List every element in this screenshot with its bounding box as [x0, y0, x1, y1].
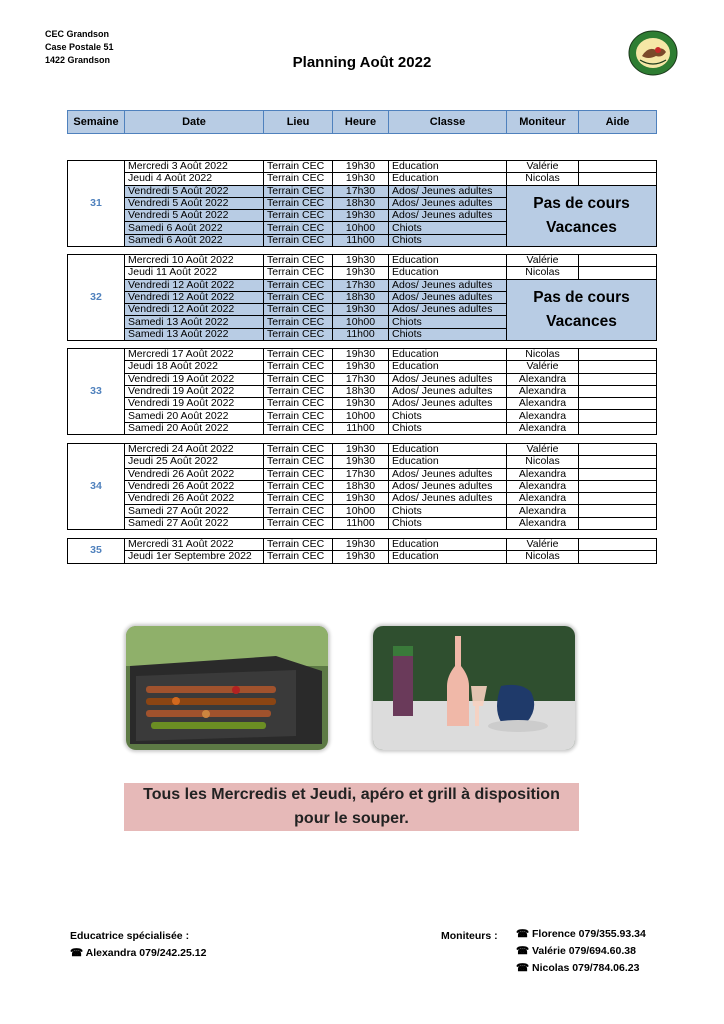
cell-heure: 18h30	[333, 291, 389, 303]
cell-aide	[579, 539, 657, 551]
col-lieu: Lieu	[264, 111, 333, 134]
cell-classe: Ados/ Jeunes adultes	[389, 373, 507, 385]
cell-date: Jeudi 1er Septembre 2022	[125, 551, 264, 563]
cell-classe: Ados/ Jeunes adultes	[389, 304, 507, 316]
cell-moniteur: Alexandra	[507, 410, 579, 422]
cell-aide	[579, 255, 657, 267]
cell-moniteur: Valérie	[507, 539, 579, 551]
cell-heure: 18h30	[333, 480, 389, 492]
cell-heure: 17h30	[333, 279, 389, 291]
cell-aide	[579, 267, 657, 279]
contact-nicolas: ☎ Nicolas 079/784.06.23	[516, 962, 640, 974]
table-row	[68, 361, 657, 373]
table-row	[68, 505, 657, 517]
cell-date: Samedi 27 Août 2022	[125, 505, 264, 517]
cell-lieu: Terrain CEC	[264, 255, 333, 267]
cell-classe: Ados/ Jeunes adultes	[389, 210, 507, 222]
cell-heure: 19h30	[333, 361, 389, 373]
cell-classe: Ados/ Jeunes adultes	[389, 480, 507, 492]
cell-date: Vendredi 12 Août 2022	[125, 291, 264, 303]
club-logo	[628, 30, 678, 76]
cell-aide	[579, 505, 657, 517]
cell-aide	[579, 444, 657, 456]
cell-date: Vendredi 26 Août 2022	[125, 480, 264, 492]
week-table	[67, 443, 657, 530]
cell-heure: 19h30	[333, 456, 389, 468]
cell-aide	[579, 493, 657, 505]
cell-moniteur: Nicolas	[507, 349, 579, 361]
cell-heure: 17h30	[333, 468, 389, 480]
cell-date: Vendredi 5 Août 2022	[125, 210, 264, 222]
cell-moniteur: Valérie	[507, 255, 579, 267]
moniteurs-contacts	[516, 926, 646, 977]
contact-florence: ☎ Florence 079/355.93.34	[516, 928, 646, 940]
cell-classe: Ados/ Jeunes adultes	[389, 185, 507, 197]
cell-heure: 11h00	[333, 517, 389, 529]
table-row	[68, 444, 657, 456]
cell-classe: Chiots	[389, 517, 507, 529]
cell-classe: Chiots	[389, 328, 507, 340]
cell-classe: Chiots	[389, 316, 507, 328]
cell-lieu: Terrain CEC	[264, 210, 333, 222]
cell-lieu: Terrain CEC	[264, 480, 333, 492]
cell-heure: 19h30	[333, 349, 389, 361]
cell-lieu: Terrain CEC	[264, 161, 333, 173]
moniteurs-label: Moniteurs :	[441, 930, 498, 942]
cell-aide	[579, 456, 657, 468]
cell-heure: 19h30	[333, 551, 389, 563]
cell-date: Mercredi 10 Août 2022	[125, 255, 264, 267]
cell-classe: Chiots	[389, 505, 507, 517]
cell-lieu: Terrain CEC	[264, 279, 333, 291]
cell-classe: Chiots	[389, 234, 507, 246]
cell-moniteur: Alexandra	[507, 505, 579, 517]
table-row	[68, 161, 657, 173]
cell-aide	[579, 385, 657, 397]
table-row	[68, 517, 657, 529]
cell-heure: 19h30	[333, 267, 389, 279]
cell-moniteur: Alexandra	[507, 385, 579, 397]
cell-classe: Education	[389, 161, 507, 173]
table-row	[68, 551, 657, 563]
week-number: 31	[68, 161, 125, 247]
banner-apero: Tous les Mercredis et Jeudi, apéro et grill à disposition pour le souper.	[124, 783, 579, 831]
table-row	[68, 493, 657, 505]
cell-heure: 19h30	[333, 304, 389, 316]
cell-lieu: Terrain CEC	[264, 222, 333, 234]
org-box: Case Postale 51	[45, 42, 114, 52]
col-date: Date	[125, 111, 264, 134]
cell-date: Vendredi 5 Août 2022	[125, 197, 264, 209]
phone-icon: ☎	[70, 947, 86, 959]
cell-moniteur: Nicolas	[507, 267, 579, 279]
table-row	[68, 456, 657, 468]
table-row	[68, 398, 657, 410]
cell-date: Samedi 6 Août 2022	[125, 222, 264, 234]
cell-classe: Ados/ Jeunes adultes	[389, 398, 507, 410]
org-city: 1422 Grandson	[45, 55, 111, 65]
cell-classe: Education	[389, 255, 507, 267]
cell-date: Jeudi 4 Août 2022	[125, 173, 264, 185]
cell-aide	[579, 161, 657, 173]
table-row	[68, 410, 657, 422]
cell-classe: Education	[389, 444, 507, 456]
cell-classe: Chiots	[389, 422, 507, 434]
cell-aide	[579, 468, 657, 480]
cell-heure: 19h30	[333, 493, 389, 505]
cell-heure: 11h00	[333, 234, 389, 246]
cell-date: Samedi 27 Août 2022	[125, 517, 264, 529]
cell-lieu: Terrain CEC	[264, 267, 333, 279]
cell-lieu: Terrain CEC	[264, 234, 333, 246]
cell-aide	[579, 349, 657, 361]
cell-lieu: Terrain CEC	[264, 444, 333, 456]
cell-date: Vendredi 12 Août 2022	[125, 279, 264, 291]
cell-aide	[579, 398, 657, 410]
page-title: Planning Août 2022	[292, 54, 432, 71]
cell-moniteur: Nicolas	[507, 173, 579, 185]
cell-date: Vendredi 5 Août 2022	[125, 185, 264, 197]
cell-moniteur: Alexandra	[507, 373, 579, 385]
cell-classe: Chiots	[389, 410, 507, 422]
cell-classe: Ados/ Jeunes adultes	[389, 468, 507, 480]
cell-classe: Education	[389, 349, 507, 361]
cell-heure: 18h30	[333, 385, 389, 397]
cell-aide	[579, 173, 657, 185]
cell-date: Samedi 13 Août 2022	[125, 316, 264, 328]
table-row	[68, 468, 657, 480]
cell-heure: 17h30	[333, 185, 389, 197]
cell-moniteur: Alexandra	[507, 468, 579, 480]
cell-date: Samedi 20 Août 2022	[125, 422, 264, 434]
week-number: 34	[68, 444, 125, 530]
cell-lieu: Terrain CEC	[264, 517, 333, 529]
week-number: 32	[68, 255, 125, 341]
cell-heure: 10h00	[333, 505, 389, 517]
cell-date: Vendredi 19 Août 2022	[125, 398, 264, 410]
cell-lieu: Terrain CEC	[264, 493, 333, 505]
cell-date: Samedi 6 Août 2022	[125, 234, 264, 246]
cell-lieu: Terrain CEC	[264, 410, 333, 422]
col-moniteur: Moniteur	[507, 111, 579, 134]
cell-classe: Education	[389, 361, 507, 373]
cell-moniteur: Nicolas	[507, 551, 579, 563]
cell-lieu: Terrain CEC	[264, 304, 333, 316]
cell-date: Samedi 20 Août 2022	[125, 410, 264, 422]
cell-moniteur: Nicolas	[507, 456, 579, 468]
cell-lieu: Terrain CEC	[264, 349, 333, 361]
cell-aide	[579, 373, 657, 385]
cell-heure: 19h30	[333, 444, 389, 456]
cell-classe: Education	[389, 456, 507, 468]
cell-classe: Ados/ Jeunes adultes	[389, 385, 507, 397]
schedule-header	[67, 110, 657, 134]
cell-moniteur: Alexandra	[507, 480, 579, 492]
cell-moniteur: Valérie	[507, 161, 579, 173]
phone-icon: ☎	[516, 945, 532, 957]
cell-date: Vendredi 19 Août 2022	[125, 373, 264, 385]
phone-icon: ☎	[516, 928, 532, 940]
cell-classe: Ados/ Jeunes adultes	[389, 279, 507, 291]
cell-date: Mercredi 24 Août 2022	[125, 444, 264, 456]
cell-heure: 19h30	[333, 210, 389, 222]
cell-heure: 17h30	[333, 373, 389, 385]
cell-heure: 19h30	[333, 398, 389, 410]
cell-lieu: Terrain CEC	[264, 316, 333, 328]
cell-moniteur: Valérie	[507, 444, 579, 456]
cell-classe: Ados/ Jeunes adultes	[389, 197, 507, 209]
table-row	[68, 422, 657, 434]
cell-lieu: Terrain CEC	[264, 185, 333, 197]
table-row	[68, 539, 657, 551]
educatrice-label: Educatrice spécialisée :	[70, 930, 190, 942]
cell-date: Vendredi 26 Août 2022	[125, 493, 264, 505]
apero-photo	[373, 626, 575, 750]
cell-date: Mercredi 17 Août 2022	[125, 349, 264, 361]
vacances-note: Pas de cours Vacances	[507, 279, 657, 340]
cell-aide	[579, 517, 657, 529]
educatrice-contact: ☎ Alexandra 079/242.25.12	[70, 947, 207, 959]
cell-lieu: Terrain CEC	[264, 173, 333, 185]
educatrice-block	[70, 928, 206, 962]
table-row	[68, 279, 657, 291]
table-row	[68, 185, 657, 197]
cell-heure: 10h00	[333, 316, 389, 328]
grill-photo	[126, 626, 328, 750]
cell-date: Vendredi 26 Août 2022	[125, 468, 264, 480]
table-row	[68, 255, 657, 267]
cell-moniteur: Alexandra	[507, 517, 579, 529]
cell-classe: Chiots	[389, 222, 507, 234]
cell-lieu: Terrain CEC	[264, 539, 333, 551]
table-row	[68, 373, 657, 385]
org-name: CEC Grandson	[45, 29, 110, 39]
cell-heure: 19h30	[333, 539, 389, 551]
cell-date: Vendredi 19 Août 2022	[125, 385, 264, 397]
week-table	[67, 348, 657, 435]
cell-date: Samedi 13 Août 2022	[125, 328, 264, 340]
cell-heure: 11h00	[333, 422, 389, 434]
cell-lieu: Terrain CEC	[264, 385, 333, 397]
week-number: 33	[68, 349, 125, 435]
cell-classe: Education	[389, 267, 507, 279]
cell-heure: 19h30	[333, 255, 389, 267]
cell-classe: Education	[389, 173, 507, 185]
cell-lieu: Terrain CEC	[264, 468, 333, 480]
col-aide: Aide	[579, 111, 657, 134]
table-row	[68, 349, 657, 361]
cell-date: Mercredi 31 Août 2022	[125, 539, 264, 551]
week-number: 35	[68, 539, 125, 564]
cell-lieu: Terrain CEC	[264, 551, 333, 563]
contact-valerie: ☎ Valérie 079/694.60.38	[516, 945, 636, 957]
cell-moniteur: Valérie	[507, 361, 579, 373]
cell-classe: Education	[389, 551, 507, 563]
col-semaine: Semaine	[68, 111, 125, 134]
table-row	[68, 480, 657, 492]
cell-heure: 11h00	[333, 328, 389, 340]
cell-classe: Ados/ Jeunes adultes	[389, 291, 507, 303]
cell-aide	[579, 410, 657, 422]
cell-heure: 19h30	[333, 161, 389, 173]
cell-lieu: Terrain CEC	[264, 373, 333, 385]
cell-date: Jeudi 18 Août 2022	[125, 361, 264, 373]
cell-aide	[579, 422, 657, 434]
table-row	[68, 173, 657, 185]
cell-moniteur: Alexandra	[507, 398, 579, 410]
cell-aide	[579, 361, 657, 373]
cell-date: Vendredi 12 Août 2022	[125, 304, 264, 316]
cell-date: Jeudi 25 Août 2022	[125, 456, 264, 468]
week-table	[67, 160, 657, 247]
cell-lieu: Terrain CEC	[264, 398, 333, 410]
cell-heure: 19h30	[333, 173, 389, 185]
cell-classe: Ados/ Jeunes adultes	[389, 493, 507, 505]
cell-date: Mercredi 3 Août 2022	[125, 161, 264, 173]
cell-lieu: Terrain CEC	[264, 456, 333, 468]
cell-classe: Education	[389, 539, 507, 551]
cell-heure: 10h00	[333, 410, 389, 422]
col-classe: Classe	[389, 111, 507, 134]
week-table	[67, 538, 657, 564]
cell-lieu: Terrain CEC	[264, 505, 333, 517]
table-row	[68, 267, 657, 279]
cell-date: Jeudi 11 Août 2022	[125, 267, 264, 279]
cell-heure: 10h00	[333, 222, 389, 234]
cell-lieu: Terrain CEC	[264, 328, 333, 340]
table-row	[68, 385, 657, 397]
cell-lieu: Terrain CEC	[264, 361, 333, 373]
cell-aide	[579, 551, 657, 563]
cell-heure: 18h30	[333, 197, 389, 209]
phone-icon: ☎	[516, 962, 532, 974]
cell-moniteur: Alexandra	[507, 422, 579, 434]
col-heure: Heure	[333, 111, 389, 134]
cell-lieu: Terrain CEC	[264, 422, 333, 434]
cell-moniteur: Alexandra	[507, 493, 579, 505]
vacances-note: Pas de cours Vacances	[507, 185, 657, 246]
week-table	[67, 254, 657, 341]
cell-lieu: Terrain CEC	[264, 291, 333, 303]
cell-aide	[579, 480, 657, 492]
cell-lieu: Terrain CEC	[264, 197, 333, 209]
